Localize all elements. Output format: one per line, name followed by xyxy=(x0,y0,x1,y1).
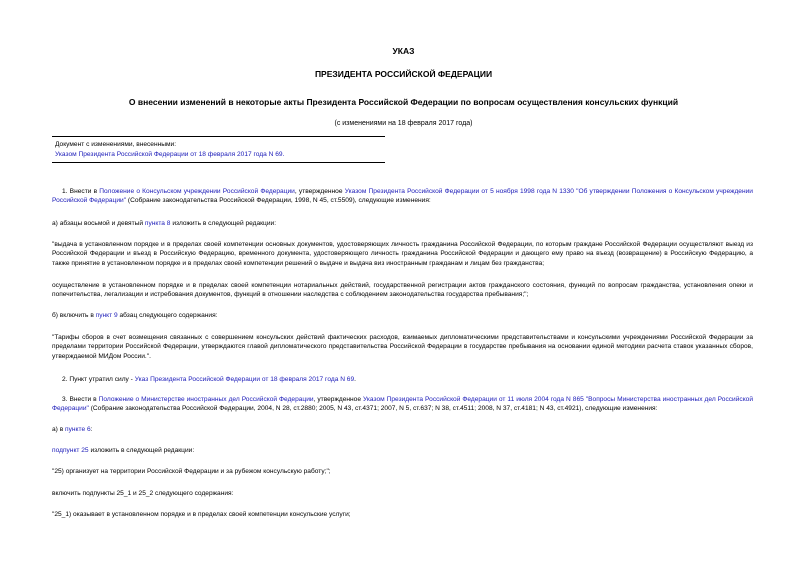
amendments-link[interactable]: Указом Президента Российской Федерации от 18 февраля 2017 года N 69. xyxy=(55,151,285,158)
p9-text-1: а) в xyxy=(52,426,66,433)
amendments-top-rule xyxy=(52,136,385,137)
paragraph-6: "Тарифы сборов в счет возмещения связанных с совершением консульских действий фактических расходов, взимаемых дипломатическими представительствами и консульскими учреждениями Российской Федерации за пределами территории Российской Федерации, утверждаются главой дипломатического представительства Российской Федерации в государстве пребывания на основании единой методики расчета ставок указанных сборов, утверждаемой МИДом России.". xyxy=(52,334,753,360)
paragraph-12: включить подпункты 25_1 и 25_2 следующего содержания: xyxy=(52,490,234,497)
p9-text-2: : xyxy=(90,426,93,433)
p8-text-3: (Собрание законодательства Российской Федерации, 2004, N 28, ст.2880; 2005, N 43, ст.4371; 2007, N 5, ст.637; N 38, ст.4511; 2008, N 37, ст.4181; N 43, ст.4921), следующие изменения: xyxy=(88,405,658,413)
amendments-bottom-rule xyxy=(52,162,385,163)
paragraph-11: "25) организует на территории Российской Федерации и за рубежом консульскую работу;"; xyxy=(52,468,331,475)
link-decree-865[interactable]: Указом Президента Российской Федерации от 11 июля 2004 года N 865 "Вопросы Министерства иностранных дел Российской Федерации" xyxy=(52,396,754,413)
p5-text-2: абзац следующего содержания: xyxy=(117,312,218,319)
paragraph-8 xyxy=(52,395,753,414)
p8-text-1: 3. Внести в xyxy=(62,396,99,403)
p1-text-3: (Собрание законодательства Российской Федерации, 1998, N 45, ст.5509), следующие изменения: xyxy=(126,197,431,205)
doc-title-president: ПРЕЗИДЕНТА РОССИЙСКОЙ ФЕДЕРАЦИИ xyxy=(314,69,493,79)
link-consular-regulation[interactable]: Положение о Консульском учреждении Российской Федерации xyxy=(99,188,295,195)
paragraph-13: "25_1) оказывает в установленном порядке и в пределах своей компетенции консульские услуги; xyxy=(52,511,351,518)
p2-text-2: изложить в следующей редакции: xyxy=(170,220,277,227)
p7-text-1: 2. Пункт утратил силу - xyxy=(62,376,135,383)
paragraph-9 xyxy=(52,425,753,434)
link-subpoint-25[interactable]: подпункт 25 xyxy=(52,447,89,454)
link-point-6[interactable]: пункте 6 xyxy=(65,426,91,433)
doc-title-ukaz: УКАЗ xyxy=(392,46,415,56)
paragraph-7 xyxy=(52,375,753,384)
paragraph-3: "выдача в установленном порядке и в пределах своей компетенции основных документов, удостоверяющих личность гражданина Российской Федерации, по которым граждане Российской Федерации осуществляют выезд из Российской Федерации и въезд в Российскую Федерацию, временного документа, удостоверяющего личность гражданина Российской Федерации и дающего ему право на въезд (возвращение) в Российскую Федерацию, а также принятие в установленном порядке и в пределах своей компетенции решений о выдаче и выдача виз иностранным гражданам и лицам без гражданства; xyxy=(52,241,753,267)
p10-text-1: изложить в следующей редакции: xyxy=(88,447,195,454)
paragraph-1 xyxy=(52,187,753,206)
doc-heading: О внесении изменений в некоторые акты Президента Российской Федерации по вопросам осуществления консульских функций xyxy=(128,97,679,107)
link-point-9[interactable]: пункт 9 xyxy=(95,312,118,319)
link-mfa-regulation[interactable]: Положение о Министерстве иностранных дел Российской Федерации xyxy=(98,396,314,403)
paragraph-4: осуществление в установленном порядке и в пределах своей компетенции нотариальных действий, государственной регистрации актов гражданского состояния, функций по вопросам гражданства, установления опеки и попечительства, легализации и истребования документов, функций в отношении наследства с соблюдением законодательства государства пребывания;"; xyxy=(52,282,753,299)
paragraph-5 xyxy=(52,311,753,320)
link-point-8[interactable]: пункта 8 xyxy=(144,220,171,227)
p8-text-2: , утвержденное xyxy=(313,396,363,403)
p1-text-2: , утвержденное xyxy=(294,188,345,195)
paragraph-10 xyxy=(52,446,753,455)
amendments-label: Документ с изменениями, внесенными: xyxy=(55,141,177,148)
p5-text-1: б) включить в xyxy=(52,312,96,319)
p2-text-1: а) абзацы восьмой и девятый xyxy=(52,220,145,227)
p1-text-1: 1. Внести в xyxy=(62,188,100,195)
link-decree-69[interactable]: Указ Президента Российской Федерации от 18 февраля 2017 года N 69 xyxy=(134,376,355,383)
p7-text-2: . xyxy=(354,376,356,383)
revision-note: (с изменениями на 18 февраля 2017 года) xyxy=(334,120,473,127)
link-decree-1330[interactable]: Указом Президента Российской Федерации от 5 ноября 1998 года N 1330 "Об утверждении Положения о Консульском учреждении Российской Федерации" xyxy=(52,188,753,205)
paragraph-2 xyxy=(52,219,753,228)
